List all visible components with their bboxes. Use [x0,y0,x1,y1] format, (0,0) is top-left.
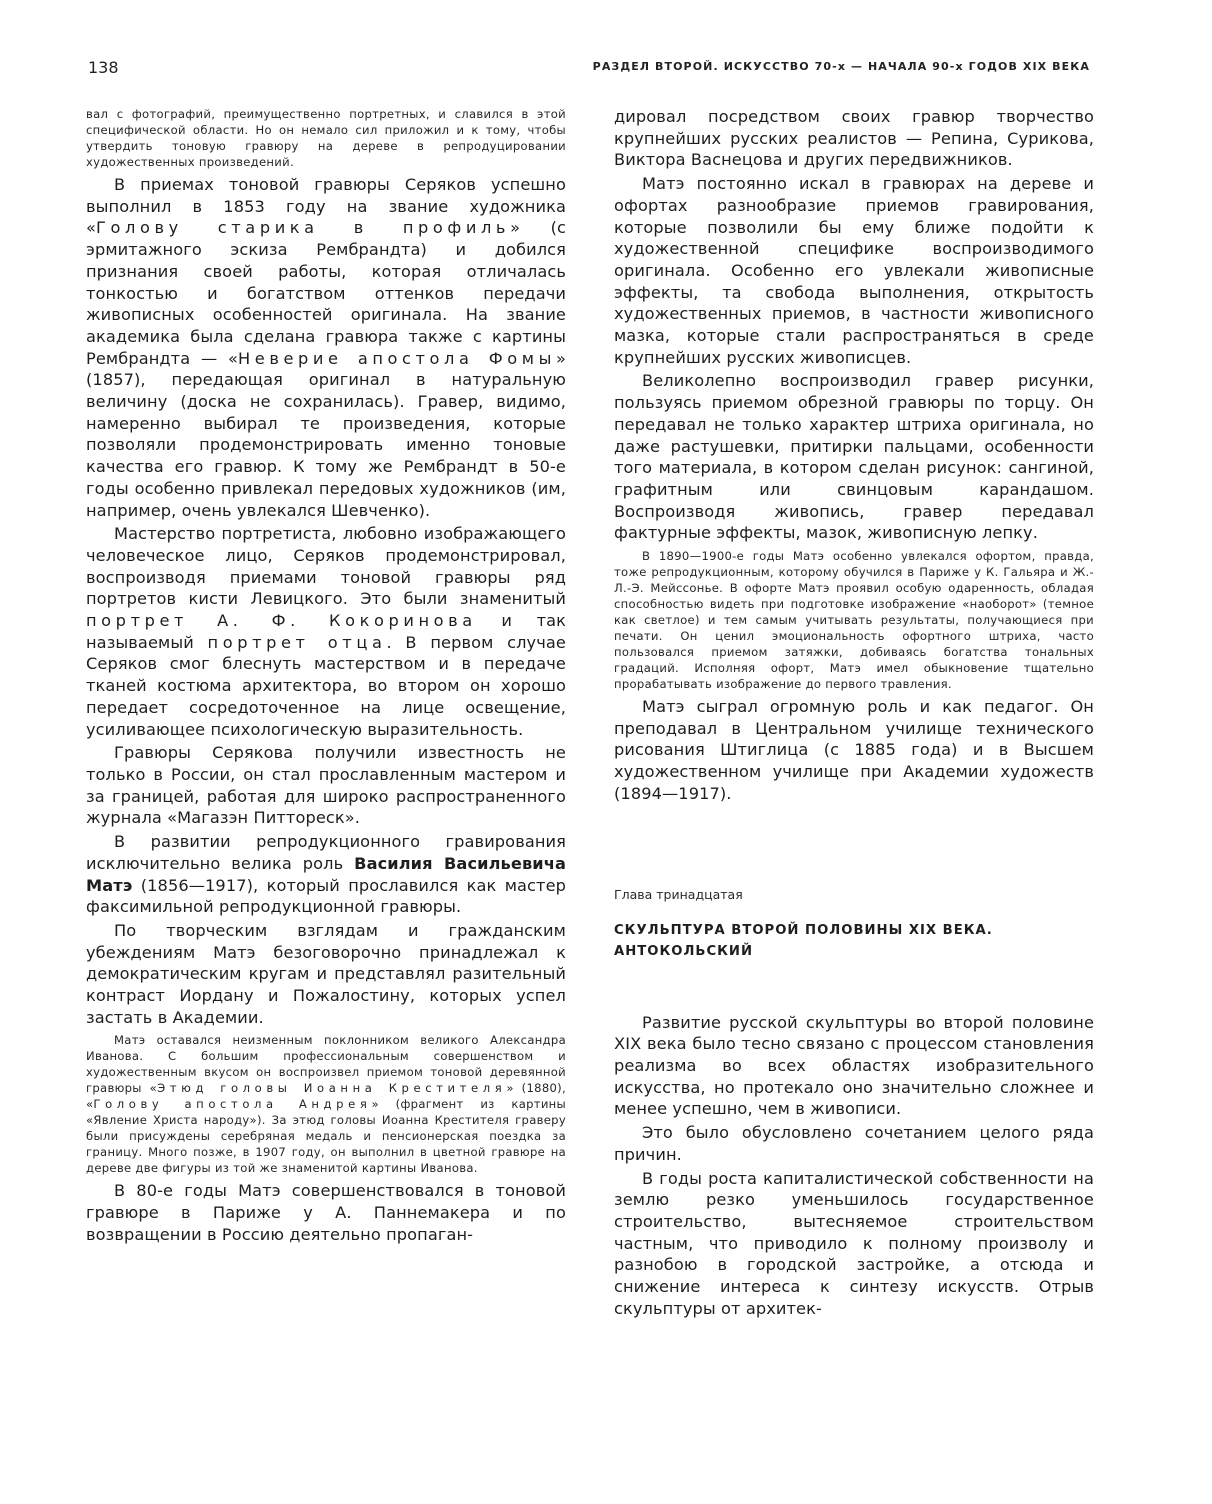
artwork-title: Неверие апостола Фомы [238,348,556,368]
artwork-title: портрет А. Ф. Кокоринова [86,611,477,631]
paragraph: Это было обусловлено сочетанием целого ряда причин. [614,1123,1094,1164]
chapter-title [614,920,1094,962]
paragraph: В 80-е годы Матэ совершенствовался в тоновой гравюре в Париже у А. Паннемакера и по возвращении в Россию деятельно пропаган- [86,1181,566,1244]
paragraph: В 1890—1900-е годы Матэ особенно увлекался офортом, правда, тоже репродукционным, которому обучился в Париже у К. Гальяра и Ж.-Л.-Э. Мейссонье. В офорте Матэ проявил особую одаренность, обладая способностью видеть при подготовке изображение «наоборот» (темное как светлое) и тем самым учитывать результаты, получающиеся при печати. Он ценил эмоциональность офортного штриха, часто пользовался приемом затяжки, добиваясь богатства тональных градаций. Исполняя офорт, Матэ имел обыкновение тщательно прорабатывать изображение до первого травления. [614,549,1094,692]
page-header [88,56,1090,80]
left-column [86,106,566,1246]
artwork-title: Голову старика в профиль [96,218,511,238]
chapter-label: Глава тринадцатая [614,886,743,902]
artwork-title: портрет отца [207,632,387,652]
page-number: 138 [88,58,119,77]
paragraph: Гравюры Серякова получили известность не только в России, он стал прославленным мастером и за границей, работая для широко распространенного журнала «Магазэн Питтореск». [86,743,566,828]
chapter-title-line: АНТОКОЛЬСКИЙ [614,943,753,959]
paragraph: вал с фотографий, преимущественно портретных, и славился в этой специфической области. Но он немало сил приложил и к тому, чтобы утвердить тоновую гравюру на дереве в репродуцировании художественных произведений. [86,107,566,169]
paragraph: Великолепно воспроизводил гравер рисунки, пользуясь приемом обрезной гравюры по торцу. Он передавал не только характер штриха оригинала, но даже растушевки, притирки пальцами, особенности того материала, в котором сделан рисунок: сангиной, графитным или свинцовым карандашом. Воспроизводя живопись, гравер передавал фактурные эффекты, мазок, живописную лепку. [614,371,1094,543]
artwork-title: Этюд головы Иоанна Крестителя [157,1081,507,1096]
paragraph: Развитие русской скульптуры во второй половине XIX века было тесно связано с процессом становления реализма во всех областях изобразительного искусства, но протекало оно значительно сложнее и менее успешно, чем в живописи. [614,1012,1094,1119]
paragraph: В развитии репродукционного гравирования исключительно велика роль Василия Васильевича Матэ (1856—1917), который прославился как мастер факсимильной репродукционной гравюры. [86,832,566,917]
paragraph: Матэ оставался неизменным поклонником великого Александра Иванова. С большим профессиональным совершенством и художественным вкусом он воспроизвел приемом тоновой деревянной гравюры «Этюд головы Иоанна Крестителя» (1880), «Голову апостола Андрея» (фрагмент из картины «Явление Христа народу»). За этюд головы Иоанна Крестителя граверу были присуждены серебряная медаль и пенсионерская поездка за границу. Много позже, в 1907 году, он выполнил в цветной гравюре на дереве две фигуры из той же знаменитой картины Иванова. [86,1033,566,1176]
paragraph: По творческим взглядам и гражданским убеждениям Матэ безоговорочно принадлежал к демократическим кругам и представлял разительный контраст Иордану и Пожалостину, которых успел застать в Академии. [86,920,566,1027]
chapter-title-line: СКУЛЬПТУРА ВТОРОЙ ПОЛОВИНЫ XIX ВЕКА. [614,922,993,938]
paragraph: В годы роста капиталистической собственности на землю резко уменьшилось государственное строительство, вытесняемое строительством частным, что приводило к полному произволу и разнобою в городской застройке, а отсюда и снижение интереса к синтезу искусств. Отрыв скульптуры от архитек- [614,1168,1094,1318]
running-head: РАЗДЕЛ ВТОРОЙ. ИСКУССТВО 70-х — НАЧАЛА 90-х ГОДОВ XIX ВЕКА [592,60,1090,73]
right-column [614,106,1094,1319]
paragraph: Матэ сыграл огромную роль и как педагог. Он преподавал в Центральном училище технического рисования Штиглица (с 1885 года) и в Высшем художественном училище при Академии художеств (1894—1917). [614,697,1094,803]
artwork-title: Голову апостола Андрея [93,1097,372,1112]
paragraph: В приемах тоновой гравюры Серяков успешно выполнил в 1853 году на звание художника «Голову старика в профиль» (с эрмитажного эскиза Рембрандта) и добился признания своей работы, которая отличалась тонкостью и богатством оттенков передачи живописных особенностей оригинала. На звание академика была сделана гравюра также с картины Рембрандта — «Неверие апостола Фомы» (1857), передающая оригинал в натуральную величину (доска не сохранилась). Гравер, видимо, намеренно выбирал те произведения, которые позволяли продемонстрировать именно тоновые качества его гравюр. К тому же Рембрандт в 50-е годы особенно привлекал передовых художников (им, например, очень увлекался Шевченко). [86,175,567,520]
paragraph: Мастерство портретиста, любовно изображающего человеческое лицо, Серяков продемонстрировал, воспроизводя приемами тоновой гравюры ряд портретов кисти Левицкого. Это были знаменитый портрет А. Ф. Кокоринова и так называемый портрет отца. В первом случае Серяков смог блеснуть мастерством и в передаче тканей костюма архитектора, во втором он хорошо передает сосредоточенное на лице освещение, усиливающее психологическую выразительность. [86,524,566,739]
artist-name: Василия Васильевича Матэ [86,853,566,895]
paragraph: дировал посредством своих гравюр творчество крупнейших русских реалистов — Репина, Сурикова, Виктора Васнецова и других передвижников. [614,107,1094,170]
paragraph: Матэ постоянно искал в гравюрах на дереве и офортах разнообразие приемов гравирования, которые позволили бы ему ближе подойти к художественной специфике воспроизводимого оригинала. Особенно его увлекали живописные эффекты, та свобода выполнения, открытость художественных приемов, в частности живописного мазка, которые стали распространяться в среде крупнейших русских живописцев. [614,174,1094,367]
